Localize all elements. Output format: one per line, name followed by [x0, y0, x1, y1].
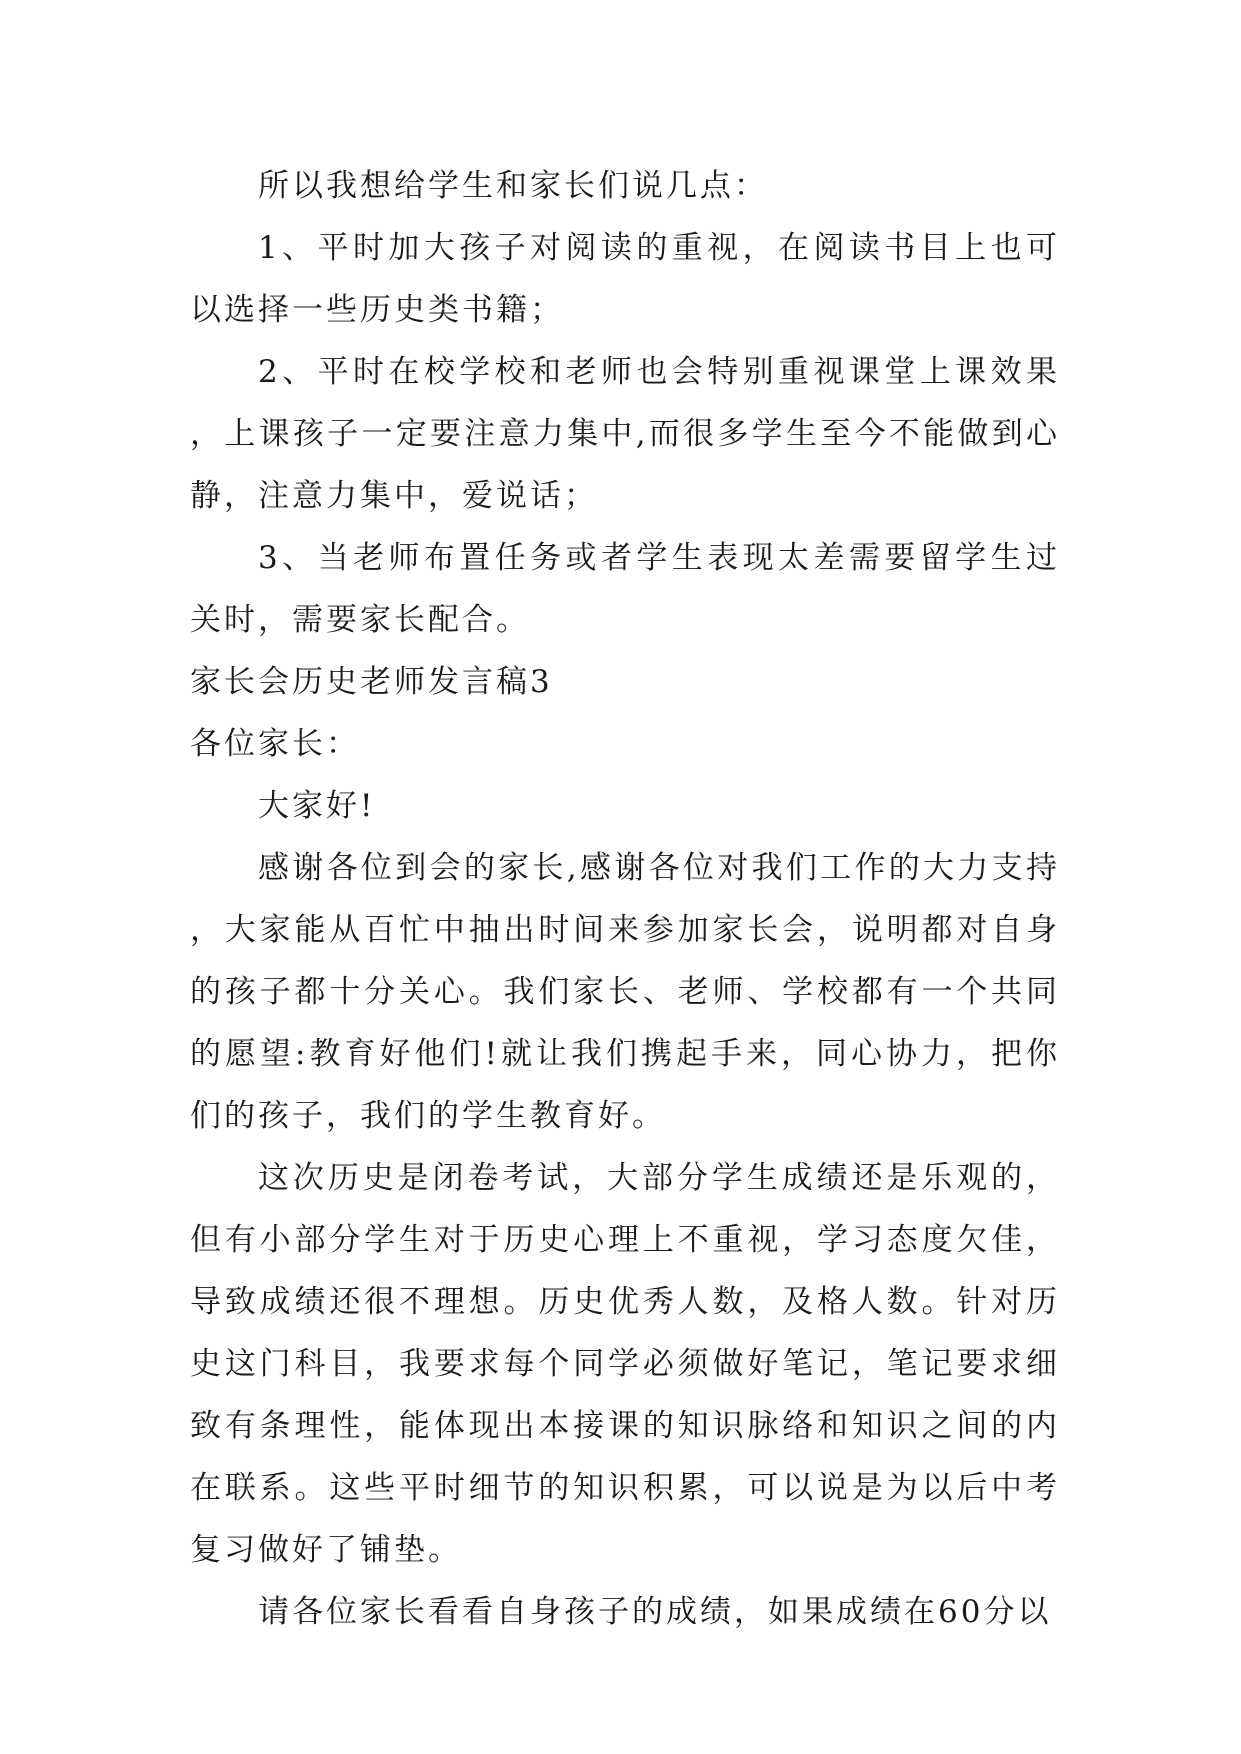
list-item: 2、平时在校学校和老师也会特别重视课堂上课效果，上课孩子一定要注意力集中,而很多学生至今不能做到心静，注意力集中，爱说话； [190, 354, 1060, 514]
paragraph: 请各位家长看看自身孩子的成绩，如果成绩在60分以 [258, 1594, 1052, 1630]
paragraph: 这次历史是闭卷考试，大部分学生成绩还是乐观的，但有小部分学生对于历史心理上不重视，学习态度欠佳，导致成绩还很不理想。历史优秀人数，及格人数。针对历史这门科目，我要求每个同学必须做好笔记，笔记要求细致有条理性，能体现出本接课的知识脉络和知识之间的内在联系。这些平时细节的知识积累，可以说是为以后中考复习做好了铺垫。 [190, 1160, 1060, 1568]
paragraph: 所以我想给学生和家长们说几点： [258, 168, 768, 204]
section-title: 家长会历史老师发言稿3 [190, 664, 553, 700]
greeting: 大家好! [258, 788, 376, 824]
document-page [190, 155, 1060, 1643]
list-item: 3、当老师布置任务或者学生表现太差需要留学生过关时，需要家长配合。 [190, 540, 1060, 638]
list-item: 1、平时加大孩子对阅读的重视，在阅读书目上也可以选择一些历史类书籍； [190, 230, 1060, 328]
salutation: 各位家长： [190, 726, 360, 762]
paragraph: 感谢各位到会的家长,感谢各位对我们工作的大力支持，大家能从百忙中抽出时间来参加家长会，说明都对自身的孩子都十分关心。我们家长、老师、学校都有一个共同的愿望:教育好他们!就让我们携起手来，同心协力，把你们的孩子，我们的学生教育好。 [190, 850, 1060, 1134]
